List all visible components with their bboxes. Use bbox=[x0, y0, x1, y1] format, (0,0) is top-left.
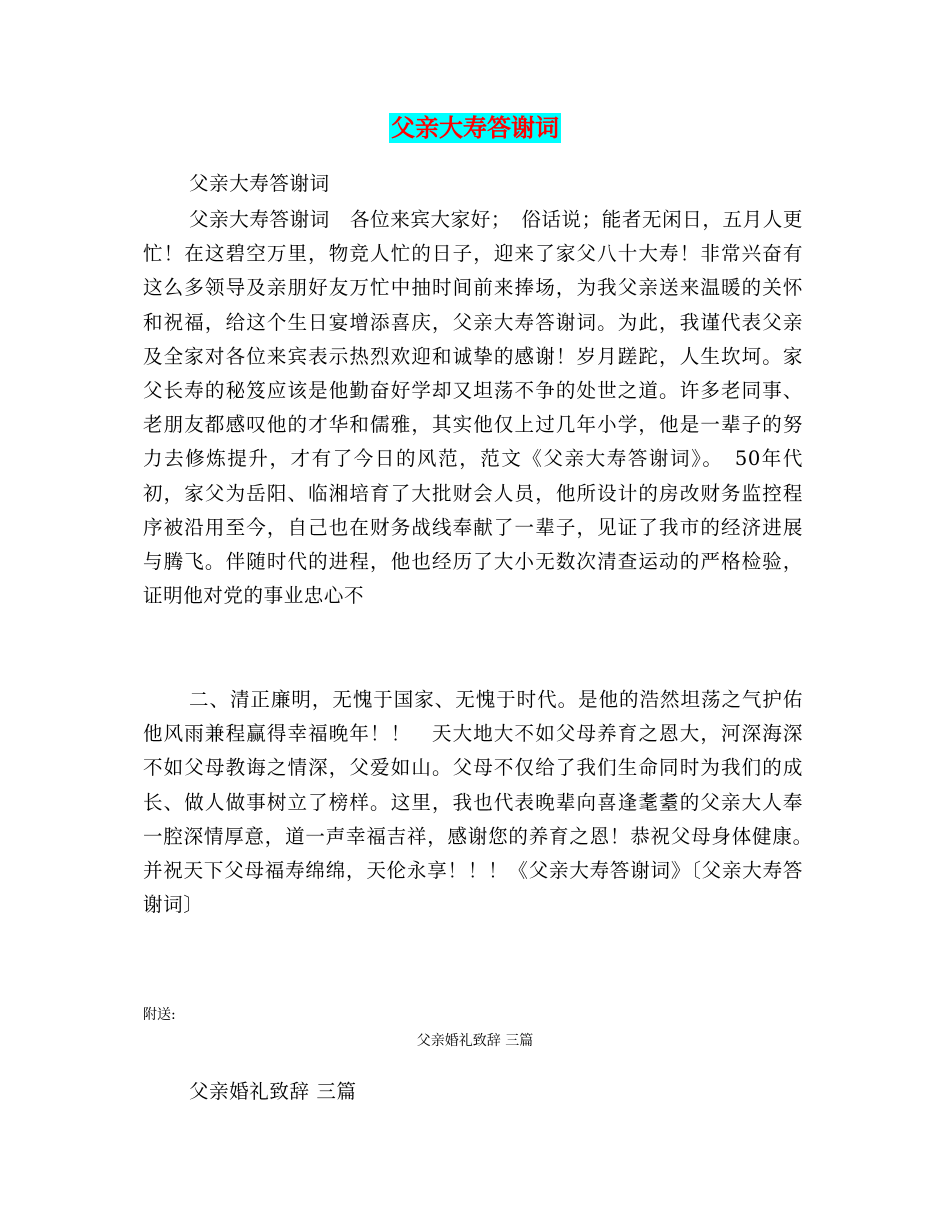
paragraph-text: 父亲大寿答谢词 各位来宾大家好； 俗话说；能者无闲日，五月人更忙！在这碧空万里，物竞人忙的日子，迎来了家父八十大寿！非常兴奋有这么多领导及亲朋好友万忙中抽时间前来捧场，为我父亲送来温暖的关怀和祝福，给这个生日宴增添喜庆，父亲大寿答谢词。为此，我谨代表父亲及全家对各位来宾表示热烈欢迎和诚挚的感谢！岁月蹉跎，人生坎坷。家父长寿的秘笈应该是他勤奋好学却又坦荡不争的处世之道。许多老同事、老朋友都感叹他的才华和儒雅，其实他仅上过几年小学，他是一辈子的努力去修炼提升，才有了今日的风范，范文《父亲大寿答谢词》。 50年代初，家父为岳阳、临湘培育了大批财会人员，他所设计的房改财务监控程序被沿用至今，自己也在财务战线奉献了一辈子，见证了我市的经济进展与腾飞。伴随时代的进程，他也经历了大小无数次清查运动的严格检验，证明他对党的事业忠心不 bbox=[143, 208, 803, 608]
body-paragraph-2 bbox=[143, 683, 824, 922]
attachment-label: 附送: bbox=[143, 1007, 176, 1023]
document-subheading: 父亲大寿答谢词 bbox=[189, 172, 330, 195]
attachment-title: 父亲婚礼致辞 三篇 bbox=[416, 1033, 534, 1049]
document-title: 父亲大寿答谢词 bbox=[391, 114, 559, 142]
paragraph-text: 二、清正廉明，无愧于国家、无愧于时代。是他的浩然坦荡之气护佑他风雨兼程赢得幸福晚年！！ 天大地大不如父母养育之恩大，河深海深不如父母教诲之情深，父爱如山。父母不仅给了我们生命同时为我们的成长、做人做事树立了榜样。这里，我也代表晚辈向喜逢耄耋的父亲大人奉一腔深情厚意，道一声幸福吉祥，感谢您的养育之恩！恭祝父母身体健康。 并祝天下父母福寿绵绵，天伦永享！！！《父亲大寿答谢词》〔父亲大寿答谢词〕 bbox=[143, 688, 824, 917]
attachment-heading: 父亲婚礼致辞 三篇 bbox=[189, 1080, 357, 1103]
title-container bbox=[0, 113, 950, 143]
body-paragraph-1 bbox=[143, 203, 803, 613]
